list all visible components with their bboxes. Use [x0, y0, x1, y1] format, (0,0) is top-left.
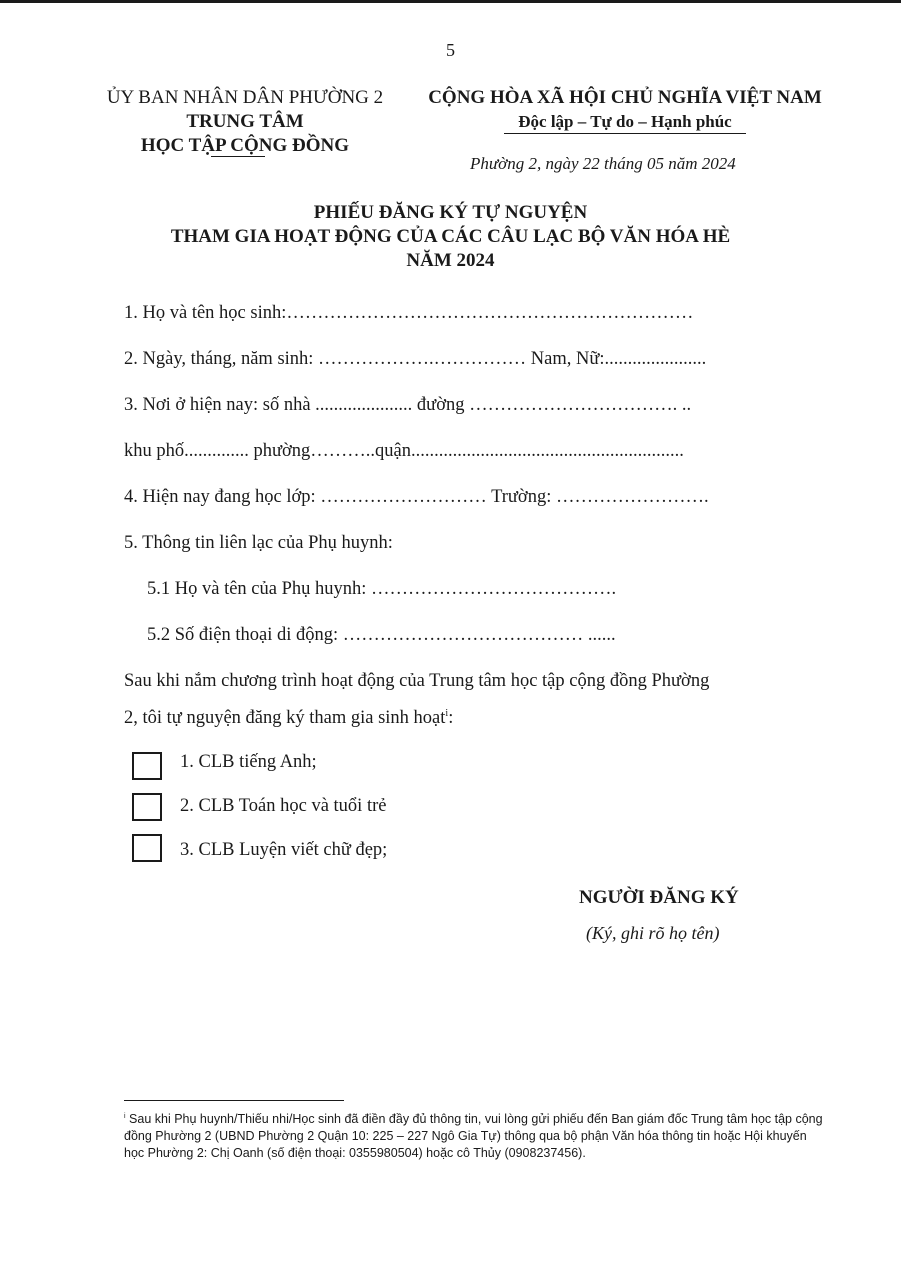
parent-phone-field[interactable]: 5.2 Số điện thoại di động: ………………………………… ......	[147, 625, 616, 645]
intro-line-2-text: 2, tôi tự nguyện đăng ký tham gia sinh hoạt	[124, 708, 446, 729]
club-calligraphy-checkbox[interactable]	[132, 834, 162, 862]
parent-name-field[interactable]: 5.1 Họ và tên của Phụ huynh: ………………………………….	[147, 579, 617, 599]
agency-line-3: HỌC TẬP CỘNG ĐỒNG	[140, 135, 350, 156]
club-english-checkbox[interactable]	[132, 752, 162, 780]
intro-line-2-end: :	[448, 708, 454, 729]
school-class-field[interactable]: 4. Hiện nay đang học lớp: ……………………… Trường: …………………….	[124, 487, 709, 507]
form-title-line-3: NĂM 2024	[406, 250, 495, 271]
agency-line-2: TRUNG TÂM	[186, 111, 304, 132]
club-math-checkbox[interactable]	[132, 793, 162, 821]
page-number: 5	[446, 40, 455, 60]
form-title	[0, 201, 901, 273]
signer-note: (Ký, ghi rõ họ tên)	[586, 923, 720, 943]
national-header-block	[410, 86, 840, 134]
signer-title: NGƯỜI ĐĂNG KÝ	[579, 887, 739, 908]
address-field[interactable]: 3. Nơi ở hiện nay: số nhà ..................... đường ……………………………. ..	[124, 395, 692, 415]
birthdate-gender-field[interactable]: 2. Ngày, tháng, năm sinh: ……………….…………… Nam, Nữ:......................	[124, 349, 707, 369]
intro-line-2	[124, 708, 453, 729]
page-top-edge	[0, 0, 901, 3]
footnote-divider	[124, 1100, 344, 1101]
club-calligraphy-label: 3. CLB Luyện viết chữ đẹp;	[180, 840, 388, 860]
agency-line-1: ỦY BAN NHÂN DÂN PHƯỜNG 2	[106, 87, 384, 108]
student-name-field[interactable]: 1. Họ và tên học sinh:…………………………………………………………	[124, 303, 694, 323]
form-title-line-2: THAM GIA HOẠT ĐỘNG CỦA CÁC CÂU LẠC BỘ VĂN HÓA HÈ	[170, 226, 731, 247]
issuing-agency-block	[95, 86, 395, 158]
parent-contact-heading: 5. Thông tin liên lạc của Phụ huynh:	[124, 533, 393, 553]
form-title-line-1: PHIẾU ĐĂNG KÝ TỰ NGUYỆN	[313, 202, 588, 223]
club-english-label: 1. CLB tiếng Anh;	[180, 752, 317, 772]
club-math-label: 2. CLB Toán học và tuổi trẻ	[180, 796, 387, 816]
footnote	[124, 1108, 824, 1162]
agency-underline	[211, 156, 265, 157]
footnote-text: Sau khi Phụ huynh/Thiếu nhi/Học sinh đã điền đầy đủ thông tin, vui lòng gửi phiếu đến Ban giám đốc Trung tâm học tập cộng đồng Phường 2 (UBND Phường 2 Quận 10: 225 – 227 Ngô Gia Tự) thông qua bộ phận Văn hóa thông tin hoặc Hội khuyến học Phường 2: Chị Oanh (số điện thoại: 0355980504) hoặc cô Thủy (0908237456).	[124, 1112, 823, 1161]
intro-line-1: Sau khi nắm chương trình hoạt động của Trung tâm học tập cộng đồng Phường	[124, 671, 710, 691]
footnote-marker: i	[124, 1113, 126, 1120]
national-motto: Độc lập – Tự do – Hạnh phúc	[518, 112, 732, 131]
motto-underline	[504, 133, 746, 134]
district-field[interactable]: khu phố.............. phường………..quận...........................................................	[124, 441, 684, 461]
national-title: CỘNG HÒA XÃ HỘI CHỦ NGHĨA VIỆT NAM	[428, 87, 822, 108]
date-line: Phường 2, ngày 22 tháng 05 năm 2024	[470, 154, 736, 173]
footnote-ref: i	[445, 708, 449, 719]
